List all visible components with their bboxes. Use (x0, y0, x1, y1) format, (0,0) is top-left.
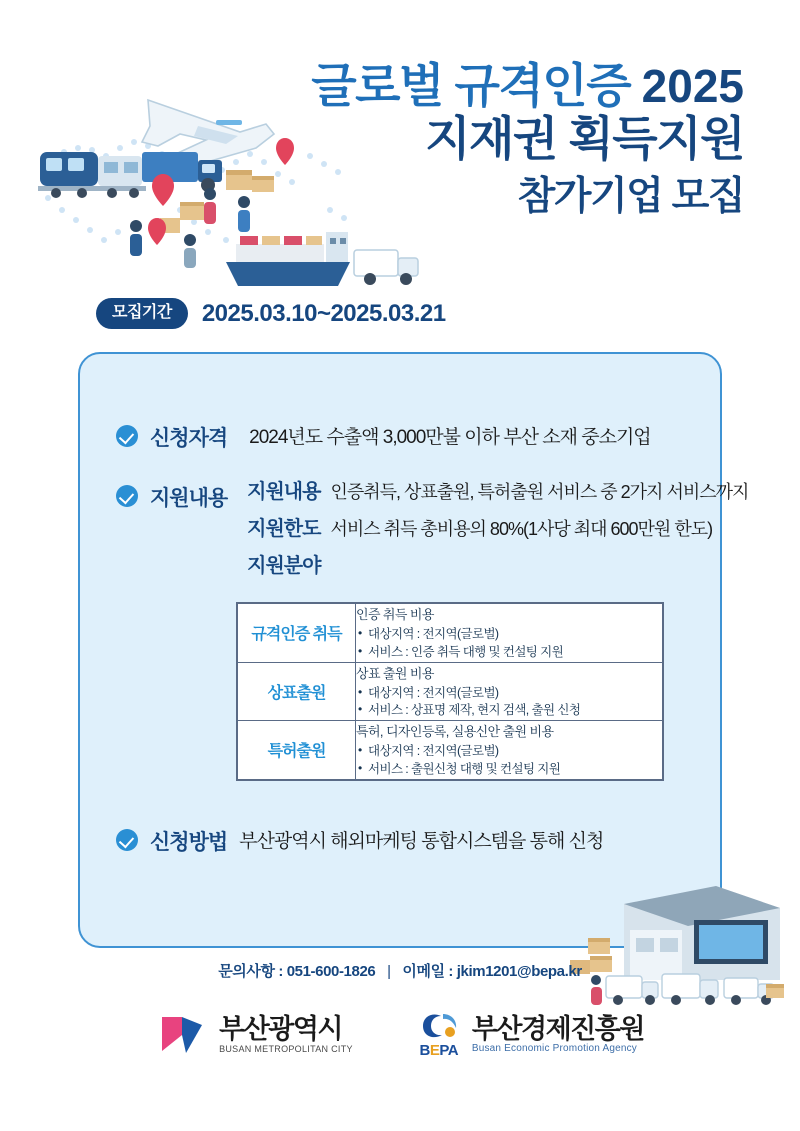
cargo-ship-icon (226, 232, 350, 286)
title-line-2: 지재권 획득지원 (425, 112, 744, 165)
table-cell-description (356, 604, 663, 663)
bepa-name-en: Busan Economic Promotion Agency (471, 1043, 638, 1055)
table-cell-item: • 대상지역 : 전지역(글로벌) (356, 685, 662, 703)
support-sub-line (247, 519, 748, 539)
check-icon (116, 485, 138, 507)
bepa-logo (417, 1010, 644, 1059)
delivery-truck-icon (354, 250, 418, 285)
table-cell-category: 특허출원 (238, 721, 356, 780)
support-row (116, 482, 748, 593)
title-main-1: 글로벌 규격인증 (311, 59, 631, 112)
bepa-mark-pa: PA (439, 1042, 459, 1059)
poster-header (0, 0, 800, 348)
table-cell-item: • 서비스 : 상표명 제작, 현지 검색, 출원 신청 (356, 702, 662, 720)
support-field-label: 지원분야 (247, 555, 321, 577)
check-icon (116, 425, 138, 447)
info-panel (78, 352, 749, 948)
contact-separator: | (387, 963, 391, 980)
application-method-row (116, 826, 603, 856)
warehouse-illustration (566, 868, 788, 1018)
application-method-label: 신청방법 (150, 831, 228, 854)
title-line-1 (64, 59, 744, 112)
contact-phone: 문의사항 : 051-600-1826 (218, 963, 376, 980)
period-badge: 모집기간 (96, 298, 188, 329)
qualification-value: 2024년도 수출액 3,000만불 이하 부산 소재 중소기업 (249, 427, 651, 448)
support-fields-table (236, 602, 664, 781)
table-row (238, 604, 663, 663)
table-row (238, 721, 663, 780)
busan-logo-name-en: BUSAN METROPOLITAN CITY (219, 1043, 353, 1054)
period-dates: 2025.03.10~2025.03.21 (201, 299, 446, 327)
support-detail-value: 인증취득, 상표출원, 특허출원 서비스 중 2가지 서비스까지 (330, 482, 749, 502)
support-sub-line (247, 556, 748, 576)
support-limit-value: 서비스 취득 총비용의 80%(1사당 최대 600만원 한도) (330, 519, 713, 539)
contact-email: 이메일 : jkim1201@bepa.kr (402, 963, 582, 980)
table-cell-description (356, 721, 663, 780)
table-cell-description (356, 662, 663, 721)
bepa-logo-wordmark (420, 1042, 459, 1059)
busan-logo-mark-icon (156, 1013, 208, 1057)
qualification-row (116, 422, 651, 452)
table-row (238, 662, 663, 721)
support-detail-label: 지원내용 (247, 481, 321, 503)
bepa-mark-e: E (429, 1042, 440, 1059)
footer-logos (0, 1010, 800, 1059)
support-label: 지원내용 (150, 487, 228, 510)
application-method-value: 부산광역시 해외마케팅 통합시스템을 통해 신청 (239, 831, 604, 852)
support-body (247, 482, 748, 593)
poster-title-block (64, 59, 744, 226)
busan-city-logo (156, 1013, 353, 1057)
table-cell-item: • 대상지역 : 전지역(글로벌) (356, 626, 662, 644)
table-cell-category: 상표출원 (238, 662, 356, 721)
check-icon (116, 829, 138, 851)
title-year: 2025 (641, 60, 744, 112)
contact-line (0, 960, 800, 981)
support-sub-line (247, 482, 748, 502)
table-cell-category: 규격인증 취득 (238, 604, 356, 663)
table-cell-item: • 대상지역 : 전지역(글로벌) (356, 743, 662, 761)
table-cell-item: • 서비스 : 출원신청 대행 및 컨설팅 지원 (356, 761, 662, 779)
bepa-logo-mark-icon (417, 1010, 461, 1040)
bepa-mark-b: B (419, 1042, 430, 1059)
table-cell-head: 특허, 디자인등록, 실용신안 출원 비용 (356, 724, 554, 739)
table-cell-item: • 서비스 : 인증 취득 대행 및 컨설팅 지원 (356, 644, 662, 662)
title-line-3: 참가기업 모집 (517, 175, 744, 219)
support-limit-label: 지원한도 (247, 518, 321, 540)
busan-logo-name-ko: 부산광역시 (219, 1014, 342, 1045)
qualification-label: 신청자격 (150, 427, 228, 450)
table-cell-head: 인증 취득 비용 (356, 607, 434, 622)
table-cell-head: 상표 출원 비용 (356, 665, 434, 681)
recruitment-period (96, 298, 446, 329)
bepa-name-ko: 부산경제진흥원 (471, 1013, 644, 1044)
